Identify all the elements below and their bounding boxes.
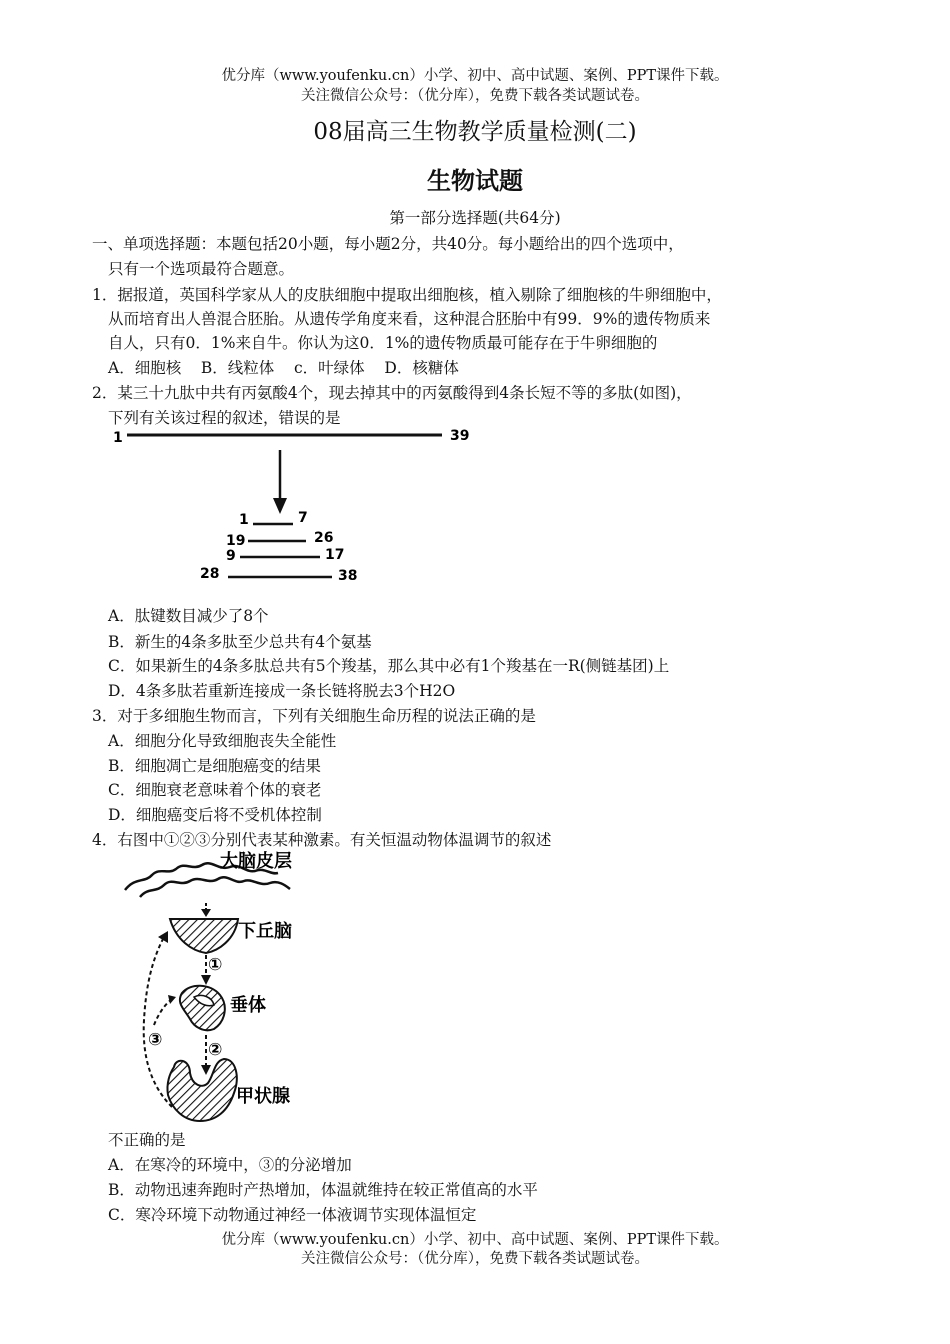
feedback-arrow-3-branch-head — [168, 995, 176, 1004]
hormone-1-label: ① — [208, 955, 223, 975]
seg4-end: 38 — [338, 568, 358, 584]
thyroid-label: 甲状腺 — [236, 1086, 290, 1107]
q4-option-b: B．动物迅速奔跑时产热增加，体温就维持在较正常值高的水平 — [108, 1181, 538, 1199]
arrow-hormone-2-head — [201, 1065, 211, 1075]
long-chain-end: 39 — [450, 428, 470, 444]
long-chain-start: 1 — [113, 430, 123, 446]
footer-line-2: 关注微信公众号：（优分库），免费下载各类试题试卷。 — [301, 1251, 649, 1267]
q3-option-d: D．细胞癌变后将不受机体控制 — [108, 806, 322, 824]
q1-line-2: 从而培育出人兽混合胚胎。从遗传学角度来看，这种混合胚胎中有99．9%的遗传物质来 — [108, 310, 711, 328]
q2-line-1: 2．某三十九肽中共有丙氨酸4个，现去掉其中的丙氨酸得到4条长短不等的多肽(如图)， — [92, 384, 692, 402]
seg2-end: 26 — [314, 530, 334, 546]
hormone-3-label: ③ — [148, 1030, 163, 1050]
footer-line-1: 优分库（www.youfenku.cn）小学、初中、高中试题、案例、PPT课件下载。 — [221, 1232, 729, 1248]
q2-option-a: A．肽键数目减少了8个 — [108, 607, 269, 625]
thyroid-shape — [167, 1059, 236, 1121]
q2-line-2: 下列有关该过程的叙述，错误的是 — [108, 409, 341, 427]
q3-option-a: A．细胞分化导致细胞丧失全能性 — [108, 732, 337, 750]
hypothalamus-shape — [170, 919, 238, 953]
seg1-start: 1 — [239, 512, 249, 528]
section-intro-line-1: 一、单项选择题：本题包括20小题，每小题2分，共40分。每小题给出的四个选项中， — [92, 235, 684, 253]
q2-option-b: B．新生的4条多肽至少总共有4个氨基 — [108, 633, 372, 651]
q4-stem: 4．右图中①②③分别代表某种激素。有关恒温动物体温调节的叙述 — [92, 831, 552, 849]
cortex-wave-inner — [140, 877, 290, 897]
exam-title: 08届高三生物教学质量检测(二) — [313, 119, 637, 145]
seg3-start: 9 — [226, 548, 236, 564]
q2-option-c: C．如果新生的4条多肽总共有5个羧基，那么其中必有1个羧基在一R(侧链基团)上 — [108, 657, 670, 675]
pituitary-shape — [180, 986, 225, 1031]
section-intro-line-2: 只有一个选项最符合题意。 — [108, 260, 295, 278]
seg3-end: 17 — [325, 547, 345, 563]
q4-option-c: C．寒冷环境下动物通过神经一体液调节实现体温恒定 — [108, 1206, 477, 1224]
subject-title: 生物试题 — [427, 167, 523, 195]
q3-stem: 3．对于多细胞生物而言，下列有关细胞生命历程的说法正确的是 — [92, 707, 536, 725]
pituitary-label: 垂体 — [230, 995, 266, 1016]
q1-options: A．细胞核 B．线粒体 c．叶绿体 D．核糖体 — [108, 359, 459, 377]
q1-line-1: 1．据报道，英国科学家从人的皮肤细胞中提取出细胞核，植入剔除了细胞核的牛卵细胞中， — [92, 286, 722, 304]
q4-option-a: A．在寒冷的环境中，③的分泌增加 — [108, 1156, 352, 1174]
hypothalamus-label: 下丘脑 — [238, 921, 292, 942]
feedback-arrow-3-head — [158, 931, 168, 943]
feedback-arrow-3-branch — [154, 999, 172, 1025]
seg1-end: 7 — [298, 510, 308, 526]
q4-stem-2: 不正确的是 — [108, 1131, 186, 1149]
thermoregulation-diagram — [110, 845, 340, 1130]
seg2-start: 19 — [226, 533, 246, 549]
cortex-label: 大脑皮层 — [220, 851, 292, 872]
q2-option-d: D．4条多肽若重新连接成一条长链将脱去3个H2O — [108, 682, 456, 700]
q3-option-b: B．细胞凋亡是细胞癌变的结果 — [108, 757, 321, 775]
hormone-2-label: ② — [208, 1040, 223, 1060]
q3-option-c: C．细胞衰老意味着个体的衰老 — [108, 781, 322, 799]
header-line-1: 优分库（www.youfenku.cn）小学、初中、高中试题、案例、PPT课件下载。 — [221, 68, 729, 84]
part-title: 第一部分选择题(共64分) — [389, 209, 561, 227]
down-arrow-head — [273, 498, 287, 514]
arrow-cortex-hypothalamus-head — [201, 909, 211, 917]
q1-line-3: 自人，只有0．1%来自牛。你认为这0．1%的遗传物质最可能存在于牛卵细胞的 — [108, 334, 658, 352]
peptide-diagram — [100, 420, 500, 590]
header-line-2: 关注微信公众号：（优分库），免费下载各类试题试卷。 — [301, 88, 649, 104]
seg4-start: 28 — [200, 566, 220, 582]
arrow-hormone-1-head — [201, 975, 211, 985]
